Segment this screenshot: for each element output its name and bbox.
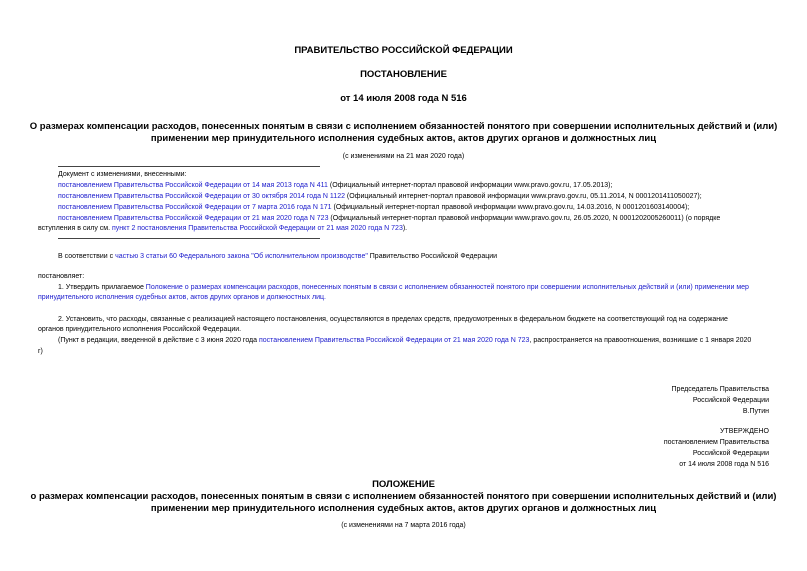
amendment-link-2020-p2[interactable]: пункт 2 постановления Правительства Российской Федерации от 21 мая 2020 года N 723	[112, 225, 403, 232]
regulation-link[interactable]: Положение о размерах компенсации расходов, понесенных понятым в связи с исполнением обязанностей понятого при совершении исполнительных действий и (или) применении мер	[145, 284, 749, 291]
regulation-link-continued[interactable]: принудительного исполнения судебных актов, актов других органов и должностных лиц.	[38, 294, 326, 301]
amendment-note-end: ).	[402, 225, 408, 232]
amendment-item	[58, 214, 769, 225]
approved-date: от 14 июля 2008 года N 516	[679, 461, 769, 468]
legal-basis-text: В соответствии с	[58, 253, 116, 260]
divider-bottom	[58, 238, 320, 239]
approved-country: Российской Федерации	[692, 450, 769, 457]
paragraph-2-note-end: , распространяется на правоотношения, возникшие с 1 января 2020	[529, 337, 752, 344]
regulation-heading: ПОЛОЖЕНИЕ	[372, 479, 435, 490]
amendment-item	[58, 192, 702, 203]
regulation-changes-note: (с изменениями на 7 марта 2016 года)	[341, 522, 466, 529]
changes-note: (с изменениями на 21 мая 2020 года)	[342, 153, 465, 160]
legal-basis-text-end: Правительство Российской Федерации	[367, 253, 498, 260]
regulation-title-line-1: о размерах компенсации расходов, понесенных понятым в связи с исполнением обязанностей понятого при совершении исполнительных действий и (или)	[30, 491, 777, 502]
legal-basis	[58, 252, 497, 263]
amendment-link-2016[interactable]: постановлением Правительства Российской Федерации от 7 марта 2016 года N 171	[58, 204, 332, 211]
signature-position: Председатель Правительства	[671, 386, 769, 393]
amendment-link-2013[interactable]: постановлением Правительства Российской Федерации от 14 мая 2013 года N 411	[58, 182, 328, 189]
legal-basis-link[interactable]: частью 3 статьи 60 Федерального закона "Об исполнительном производстве"	[115, 253, 368, 260]
amendment-item	[58, 203, 689, 214]
paragraph-1	[58, 283, 749, 294]
paragraph-2-note-line-2: г)	[38, 348, 43, 355]
signature-name: В.Путин	[742, 408, 769, 415]
government-name: ПРАВИТЕЛЬСТВО РОССИЙСКОЙ ФЕДЕРАЦИИ	[294, 45, 513, 56]
amendment-source: (Официальный интернет-портал правовой информации www.pravo.gov.ru, 17.05.2013);	[327, 182, 613, 189]
paragraph-2-line-2: органов принудительного исполнения Российской Федерации.	[38, 326, 242, 333]
approved-by: постановлением Правительства	[663, 439, 769, 446]
document-title-line-2: применении мер принудительного исполнения судебных актов, актов других органов и должностных лиц	[150, 133, 657, 144]
paragraph-2-note	[58, 336, 751, 347]
approved-label: УТВЕРЖДЕНО	[719, 428, 769, 435]
paragraph-2-note-link[interactable]: постановлением Правительства Российской Федерации от 21 мая 2020 года N 723	[258, 337, 530, 344]
amendment-note-text: вступления в силу см.	[38, 225, 113, 232]
paragraph-2: 2. Установить, что расходы, связанные с реализацией настоящего постановления, осуществляются в пределах средств, предусмотренных в федеральном бюджете на соответствующий год на содержание	[58, 316, 728, 323]
paragraph-1-line-2	[38, 293, 326, 304]
amendment-link-2020[interactable]: постановлением Правительства Российской Федерации от 21 мая 2020 года N 723	[58, 215, 329, 222]
amendment-link-2014[interactable]: постановлением Правительства Российской Федерации от 30 октября 2014 года N 1122	[58, 193, 345, 200]
signature-country: Российской Федерации	[692, 397, 769, 404]
amendment-source: (Официальный интернет-портал правовой информации www.pravo.gov.ru, 05.11.2014, N 0001201411050027);	[344, 193, 702, 200]
amendment-item	[58, 181, 612, 192]
document-date-number: от 14 июля 2008 года N 516	[340, 93, 467, 104]
document-type: ПОСТАНОВЛЕНИЕ	[360, 69, 447, 80]
amendments-intro: Документ с изменениями, внесенными:	[58, 171, 187, 178]
paragraph-2-note-text: (Пункт в редакции, введенной в действие с 3 июня 2020 года	[58, 337, 259, 344]
amendment-source: (Официальный интернет-портал правовой информации www.pravo.gov.ru, 14.03.2016, N 0001201603140004);	[331, 204, 690, 211]
amendment-item-continued	[38, 224, 407, 235]
paragraph-1-text: 1. Утвердить прилагаемое	[58, 284, 146, 291]
document-title-line-1: О размерах компенсации расходов, понесенных понятым в связи с исполнением обязанностей понятого при совершении исполнительных действий и (или)	[29, 121, 778, 132]
amendment-source: (Официальный интернет-портал правовой информации www.pravo.gov.ru, 26.05.2020, N 0001202005260011) (о порядке	[328, 215, 721, 222]
divider-top	[58, 166, 320, 167]
decrees-word: постановляет:	[38, 273, 85, 280]
regulation-title-line-2: применении мер принудительного исполнения судебных актов, актов других органов и должностных лиц	[150, 503, 657, 514]
